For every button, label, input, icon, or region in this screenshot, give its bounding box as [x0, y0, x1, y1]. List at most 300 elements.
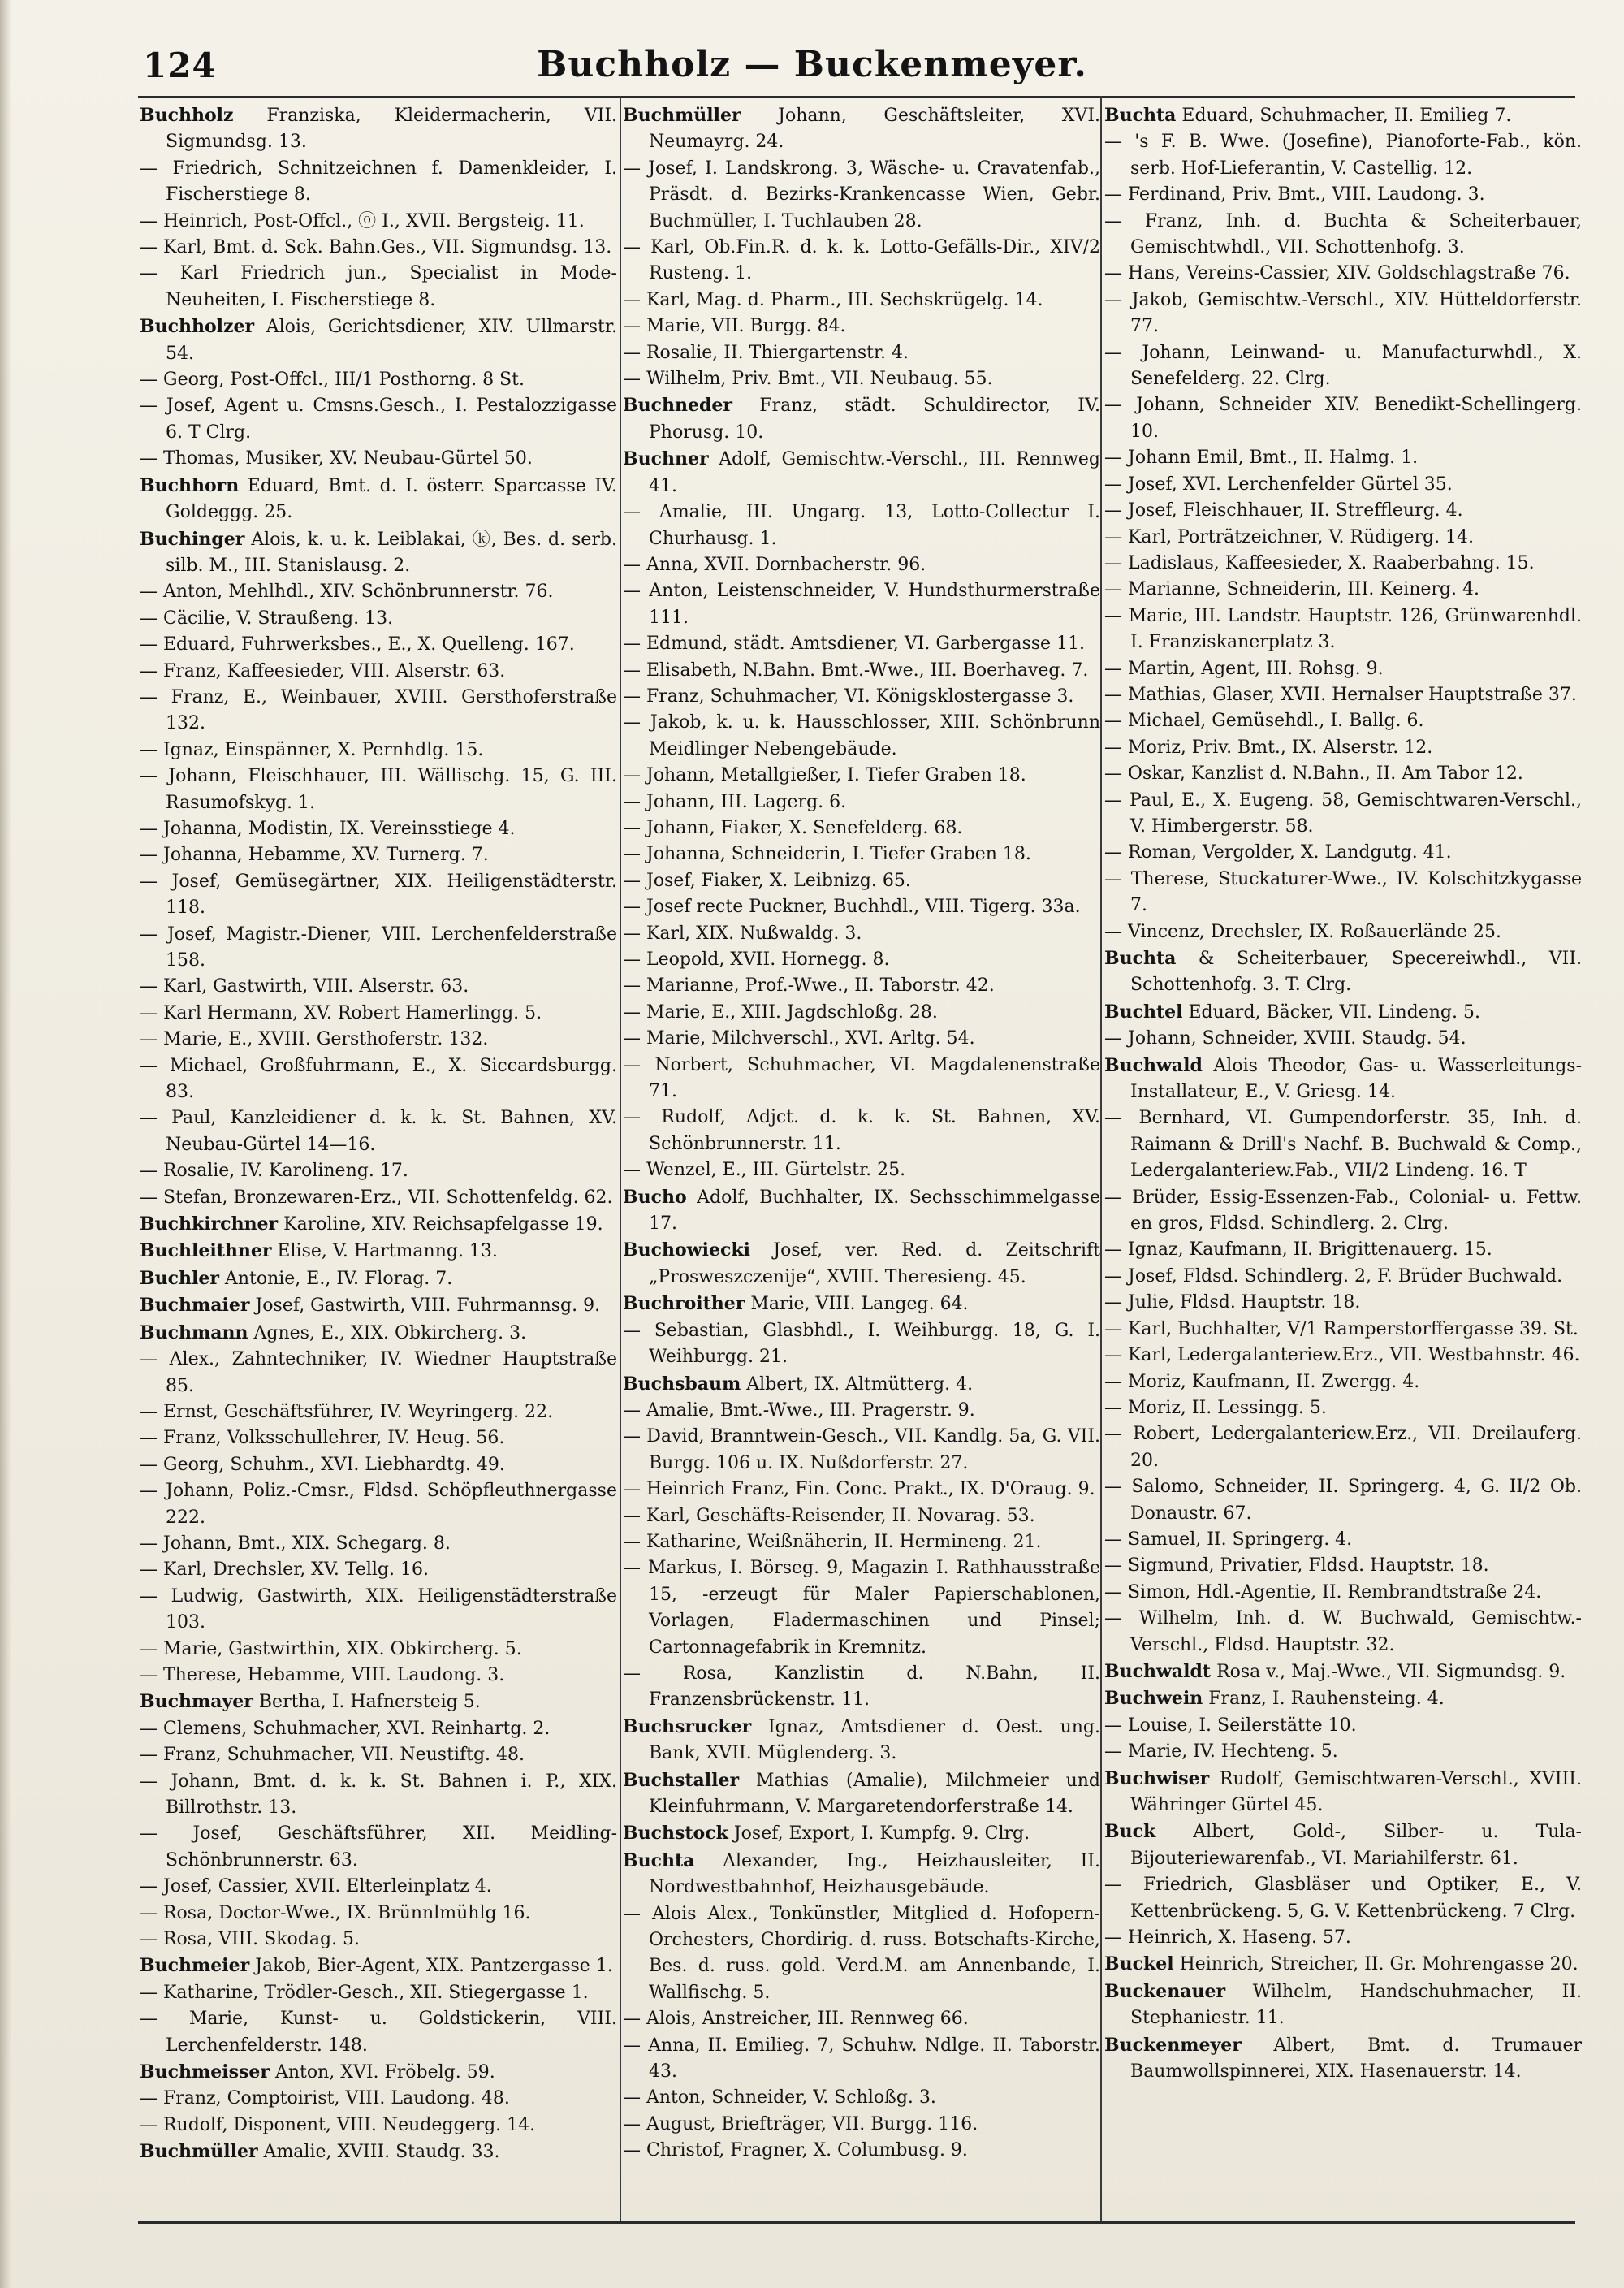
column-1 [140, 102, 617, 2214]
entry-details: — Karl, Drechsler, XV. Tellg. 16. [140, 1559, 429, 1581]
directory-entry [1104, 1026, 1582, 1052]
entry-details: — Wenzel, E., III. Gürtelstr. 25. [623, 1160, 906, 1181]
column-2 [623, 102, 1100, 2214]
entry-details: — Martin, Agent, III. Rohsg. 9. [1104, 658, 1384, 679]
directory-entry [623, 314, 1100, 340]
entry-details: — Josef, XVI. Lerchenfelder Gürtel 35. [1104, 474, 1453, 495]
directory-entry [1104, 288, 1582, 340]
entry-details: — Moriz, Priv. Bmt., IX. Alserstr. 12. [1104, 737, 1433, 758]
entry-surname: Buchmeisser [140, 2061, 270, 2083]
directory-entry [140, 685, 617, 737]
directory-entry [1104, 472, 1582, 498]
entry-details: — Paul, Kanzleidiener d. k. k. St. Bahnen, XV. Neubau-Gürtel 14—16. [140, 1108, 617, 1155]
entry-details: — Markus, I. Börseg. 9, Magazin I. Rathhausstraße 15, -erzeugt für Maler Papierschablonen, Vorlagen, Fladermaschinen und Pinsel; Cartonnagefabrik in Kremnitz. [623, 1558, 1100, 1658]
directory-entry [623, 2033, 1100, 2086]
directory-entry [623, 1714, 1100, 1767]
directory-entry [140, 1238, 617, 1265]
directory-entry [140, 974, 617, 1000]
entry-details: — Heinrich, X. Haseng. 57. [1104, 1927, 1351, 1948]
entry-details: Ignaz, Amtsdiener d. Oest. ung. Bank, XVII. Müglenderg. 3. [649, 1716, 1100, 1764]
directory-entry [1104, 840, 1582, 866]
entry-details: Heinrich, Streicher, II. Gr. Mohrengasse 20. [1173, 1954, 1579, 1975]
directory-entry [140, 659, 617, 685]
entry-surname: Buchwiser [1104, 1767, 1210, 1789]
directory-entry [1104, 129, 1582, 182]
directory-entry [140, 2139, 617, 2165]
entry-details: — Samuel, II. Springerg. 4. [1104, 1529, 1353, 1550]
directory-entry [140, 1027, 617, 1053]
entry-surname: Buchstaller [623, 1769, 740, 1791]
entry-details: Adolf, Buchhalter, IX. Sechsschimmelgasse 17. [649, 1187, 1100, 1235]
entry-details: — Johann, III. Lagerg. 6. [623, 791, 847, 812]
entry-details: — Rosa, Doctor-Wwe., IX. Brünnlmühlg 16. [140, 1902, 531, 1923]
directory-entry [140, 606, 617, 632]
entry-surname: Buchhorn [140, 474, 240, 496]
entry-details: — Marianne, Schneiderin, III. Keinerg. 4. [1104, 579, 1479, 600]
directory-entry [140, 235, 617, 261]
directory-entry [1104, 209, 1582, 262]
entry-details: — Ladislaus, Kaffeesieder, X. Raaberbahng. 15. [1104, 552, 1535, 573]
entry-surname: Buchmüller [623, 105, 741, 126]
directory-entry [623, 366, 1100, 392]
entry-surname: Buck [1104, 1821, 1156, 1843]
entry-details: Alexander, Ing., Heizhausleiter, II. Nordwestbahnhof, Heizhausgebäude. [649, 1850, 1100, 1898]
directory-entry [140, 1637, 617, 1663]
entry-details: — Alex., Zahntechniker, IV. Wiedner Hauptstraße 85. [140, 1349, 617, 1396]
directory-entry [140, 1663, 617, 1689]
directory-entry [1104, 1925, 1582, 1951]
entry-details: — Anna, II. Emilieg. 7, Schuhw. Ndlge. II. Taborstr. 43. [623, 2035, 1100, 2083]
entry-details: — Jakob, Gemischtw.-Verschl., XIV. Hütteldorferstr. 77. [1104, 289, 1582, 337]
directory-entry [623, 2006, 1100, 2032]
directory-entry [140, 1265, 617, 1292]
directory-entry [623, 1291, 1100, 1317]
entry-details: — Josef, Fleischhauer, II. Streffleurg. 4. [1104, 500, 1463, 521]
directory-entry [1104, 182, 1582, 208]
entry-details: — Leopold, XVII. Hornegg. 8. [623, 949, 890, 970]
entry-surname: Buckel [1104, 1953, 1174, 1975]
entry-details: — Johann, Metallgießer, I. Tiefer Graben 18. [623, 765, 1026, 786]
entry-details: — Alois, Anstreicher, III. Rennweg 66. [623, 2009, 969, 2030]
directory-entry [623, 578, 1100, 631]
entry-details: — Karl Hermann, XV. Robert Hamerlingg. 5. [140, 1002, 542, 1023]
entry-details: Rudolf, Gemischtwaren-Verschl., XVIII. Währinger Gürtel 45. [1130, 1768, 1582, 1815]
directory-entry [1104, 1606, 1582, 1659]
directory-entry [1104, 999, 1582, 1026]
entry-surname: Buchler [140, 1267, 219, 1289]
directory-entry [140, 1292, 617, 1319]
directory-entry [1104, 392, 1582, 445]
entry-details: Eduard, Bmt. d. I. österr. Sparcasse IV. Goldeggg. 25. [166, 475, 617, 523]
entry-details: — Rosa, VIII. Skodag. 5. [140, 1929, 361, 1950]
entry-details: — August, Briefträger, VII. Burgg. 116. [623, 2113, 978, 2134]
directory-entry [623, 1157, 1100, 1183]
directory-entry [623, 841, 1100, 867]
directory-entry [623, 1371, 1100, 1398]
directory-entry [140, 579, 617, 605]
entry-details: — Stefan, Bronzewaren-Erz., VII. Schottenfeldg. 62. [140, 1187, 613, 1208]
directory-entry [623, 973, 1100, 999]
directory-entry [140, 393, 617, 446]
directory-entry [140, 1927, 617, 1953]
entry-surname: Buchholz [140, 105, 234, 126]
entry-details: Albert, IX. Altmütterg. 4. [741, 1373, 974, 1395]
entry-details: Josef, Gastwirth, VIII. Fuhrmannsg. 9. [249, 1295, 601, 1317]
entry-details: — Friedrich, Glasbläser und Optiker, E., V. Kettenbrückeng. 5, G. V. Kettenbrückeng. 7 Clrg. [1104, 1875, 1582, 1922]
directory-entry [623, 102, 1100, 156]
entry-details: — Karl, Buchhalter, V/1 Ramperstorffergasse 39. St. [1104, 1318, 1579, 1339]
entry-details: Bertha, I. Hafnersteig 5. [253, 1692, 481, 1713]
directory-entry [140, 869, 617, 922]
entry-details: Rosa v., Maj.-Wwe., VII. Sigmundsg. 9. [1211, 1661, 1566, 1682]
entry-details: — Marie, III. Landstr. Hauptstr. 126, Grünwarenhdl. I. Franziskanerplatz 3. [1104, 605, 1582, 653]
footer-rule [138, 2221, 1575, 2224]
directory-entry [1104, 919, 1582, 945]
entry-details: — Eduard, Fuhrwerksbes., E., X. Quelleng. 167. [140, 634, 575, 655]
entry-details: — Michael, Gemüsehdl., I. Ballg. 6. [1104, 711, 1424, 732]
directory-entry [140, 446, 617, 472]
entry-surname: Buckenauer [1104, 1980, 1226, 2002]
directory-entry [1104, 1979, 1582, 2032]
entry-details: Johann, Geschäftsleiter, XVI. Neumayrg. 24. [649, 106, 1100, 153]
entry-details: — Marie, E., XVIII. Gersthoferstr. 132. [140, 1029, 489, 1050]
entry-details: — Jakob, k. u. k. Hausschlosser, XIII. Schönbrunn Meidlinger Nebengebäude. [623, 712, 1100, 759]
entry-details: — Johann, Poliz.-Cmsr., Fldsd. Schöpfleuthnergasse 222. [140, 1481, 617, 1528]
entry-details: — Karl, Ob.Fin.R. d. k. k. Lotto-Gefälls-Dir., XIV/2 Rusteng. 1. [623, 237, 1100, 284]
directory-entry [1104, 1474, 1582, 1527]
running-head: Buchholz — Buckenmeyer. [537, 44, 1087, 85]
directory-entry [1104, 1739, 1582, 1765]
directory-entry [1104, 1395, 1582, 1421]
directory-entry [623, 1820, 1100, 1847]
directory-entry [623, 710, 1100, 763]
directory-entry [140, 763, 617, 816]
directory-entry [140, 367, 617, 393]
entry-details: — Friedrich, Schnitzeichnen f. Damenkleider, I. Fischerstiege 8. [140, 158, 617, 205]
entry-details: — Moriz, Kaufmann, II. Zwergg. 4. [1104, 1371, 1420, 1392]
entry-surname: Buchta [1104, 948, 1177, 969]
entry-details: Antonie, E., IV. Florag. 7. [218, 1268, 453, 1289]
directory-entry [140, 1901, 617, 1927]
entry-details: — Rudolf, Disponent, VIII. Neudeggerg. 14. [140, 2114, 536, 2135]
directory-entry [623, 1555, 1100, 1661]
entry-details: Mathias (Amalie), Milchmeier und Kleinfuhrmann, V. Margaretendorferstraße 14. [649, 1770, 1100, 1817]
entry-details: — Hans, Vereins-Cassier, XIV. Goldschlagstraße 76. [1104, 263, 1570, 284]
directory-entry [623, 1767, 1100, 1821]
entry-details: — Anton, Leistenschneider, V. Hundsthurmerstraße 111. [623, 581, 1100, 628]
directory-entry [140, 1716, 617, 1742]
directory-entry [623, 2085, 1100, 2111]
entry-surname: Buchtel [1104, 1001, 1183, 1023]
entry-details: — Johanna, Schneiderin, I. Tiefer Graben 18. [623, 844, 1031, 865]
directory-entry [623, 894, 1100, 920]
directory-entry [1104, 867, 1582, 919]
directory-entry [140, 1347, 617, 1399]
entry-details: — Marie, VII. Burgg. 84. [623, 316, 846, 337]
directory-entry [623, 1424, 1100, 1477]
page-edge-shadow [0, 0, 11, 2288]
entry-details: — Karl Friedrich jun., Specialist in Mode-Neuheiten, I. Fischerstiege 8. [140, 263, 617, 310]
directory-entry [140, 632, 617, 658]
entry-details: — Therese, Stuckaturer-Wwe., IV. Kolschitzkygasse 7. [1104, 868, 1582, 916]
entry-details: — Johann, Leinwand- u. Manufacturwhdl., X. Senefelderg. 22. Clrg. [1104, 342, 1582, 390]
entry-details: — Ferdinand, Priv. Bmt., VIII. Laudong. 3. [1104, 184, 1485, 205]
directory-entry [140, 1320, 617, 1347]
directory-entry [623, 1318, 1100, 1371]
entry-details: — Marie, Milchverschl., XVI. Arltg. 54. [623, 1028, 975, 1049]
directory-entry [140, 1742, 617, 1768]
directory-entry [623, 1661, 1100, 1714]
entry-details: — Katharine, Weißnäherin, II. Hermineng. 21. [623, 1531, 1042, 1552]
directory-entry [1104, 1237, 1582, 1263]
directory-entry [1104, 1527, 1582, 1553]
directory-entry [1104, 1553, 1582, 1579]
directory-entry [140, 1953, 617, 1979]
entry-surname: Buchowiecki [623, 1239, 750, 1261]
entry-details: — Brüder, Essig-Essenzen-Fab., Colonial- u. Fettw. en gros, Fldsd. Schindlerg. 2. Clrg. [1104, 1187, 1582, 1235]
directory-entry [623, 658, 1100, 684]
directory-entry [623, 2138, 1100, 2164]
entry-details: — Josef, Fiaker, X. Leibnizg. 65. [623, 870, 911, 891]
directory-entry [623, 1901, 1100, 2007]
entry-details: Agnes, E., XIX. Obkircherg. 3. [248, 1322, 527, 1343]
directory-entry [1104, 1369, 1582, 1395]
directory-entry [1104, 788, 1582, 841]
directory-entry [1104, 682, 1582, 708]
directory-entry [1104, 261, 1582, 287]
directory-entry [140, 1001, 617, 1027]
entry-details: — Marie, Gastwirthin, XIX. Obkircherg. 5. [140, 1638, 522, 1659]
entry-details: — Amalie, Bmt.-Wwe., III. Pragerstr. 9. [623, 1399, 975, 1421]
directory-entry [140, 2086, 617, 2112]
entry-surname: Buchmüller [140, 2141, 258, 2163]
entry-details: Franz, I. Rauhensteing. 4. [1203, 1689, 1445, 1710]
directory-entry [140, 156, 617, 209]
directory-entry [140, 1874, 617, 1900]
directory-entry [623, 1105, 1100, 1157]
column-divider [1100, 96, 1102, 2224]
entry-details: — Clemens, Schuhmacher, XVI. Reinhartg. 2. [140, 1718, 551, 1739]
directory-entry [623, 392, 1100, 446]
directory-entry [1104, 945, 1582, 999]
directory-entry [623, 446, 1100, 500]
directory-entry [140, 1452, 617, 1478]
directory-entry [140, 816, 617, 842]
entry-details: — Rudolf, Adjct. d. k. k. St. Bahnen, XV. Schönbrunnerstr. 11. [623, 1107, 1100, 1154]
entry-details: — Sigmund, Privatier, Fldsd. Hauptstr. 18. [1104, 1555, 1489, 1577]
directory-entry [623, 763, 1100, 789]
entry-details: — Marie, E., XIII. Jagdschloßg. 28. [623, 1001, 938, 1023]
directory-entry [140, 1425, 617, 1451]
directory-entry [140, 1689, 617, 1715]
directory-entry [1104, 1053, 1582, 1106]
directory-entry [1104, 525, 1582, 551]
entry-details: — Karl, XIX. Nußwaldg. 3. [623, 923, 862, 944]
directory-entry [140, 1769, 617, 1822]
entry-details: — Josef, Fldsd. Schindlerg. 2, F. Brüder Buchwald. [1104, 1265, 1563, 1287]
entry-details: — 's F. B. Wwe. (Josefine), Pianoforte-Fab., kön. serb. Hof-Lieferantin, V. Castellig. 12. [1104, 132, 1582, 179]
entry-details: Alois, k. u. k. Leiblakai, ⓚ, Bes. d. serb. silb. M., III. Stanislausg. 2. [166, 529, 617, 576]
directory-entry [140, 526, 617, 580]
directory-entry [140, 2006, 617, 2059]
entry-surname: Buchner [623, 448, 709, 470]
entry-details: — Salomo, Schneider, II. Springerg. 4, G. II/2 Ob. Donaustr. 67. [1104, 1477, 1582, 1524]
entry-details: Franz, städt. Schuldirector, IV. Phorusg. 10. [649, 396, 1100, 443]
entry-details: — Anna, XVII. Dornbacherstr. 96. [623, 554, 926, 575]
entry-details: Albert, Gold-, Silber- u. Tula-Bijouteriewarenfab., VI. Mariahilferstr. 61. [1130, 1822, 1582, 1869]
entry-details: — Georg, Schuhm., XVI. Liebhardtg. 49. [140, 1454, 505, 1475]
entry-details: — Ignaz, Einspänner, X. Pernhdlg. 15. [140, 739, 484, 760]
entry-details: — Ludwig, Gastwirth, XIX. Heiligenstädterstraße 103. [140, 1585, 617, 1633]
entry-details: — Oskar, Kanzlist d. N.Bahn., II. Am Tabor 12. [1104, 763, 1523, 785]
directory-entry [140, 1478, 617, 1531]
directory-entry [140, 1399, 617, 1425]
entry-details: — Amalie, III. Ungarg. 13, Lotto-Collectur I. Churhausg. 1. [623, 502, 1100, 549]
directory-entry [1104, 1185, 1582, 1238]
directory-entry [1104, 1713, 1582, 1739]
directory-entry [1104, 656, 1582, 682]
directory-entry [1104, 340, 1582, 393]
entry-surname: Buchstock [623, 1823, 728, 1845]
entry-details: Josef, Export, I. Kumpfg. 9. Clrg. [728, 1823, 1030, 1845]
directory-entry [140, 1980, 617, 2006]
entry-details: — Heinrich Franz, Fin. Conc. Prakt., IX. D'Oraug. 9. [623, 1479, 1095, 1500]
entry-details: — Karl, Mag. d. Pharm., III. Sechskrügelg. 14. [623, 289, 1043, 310]
directory-entry [1104, 1580, 1582, 1606]
entry-details: — Georg, Post-Offcl., III/1 Posthorng. 8 St. [140, 370, 525, 391]
entry-details: — Franz, Comptoirist, VIII. Laudong. 48. [140, 2088, 510, 2109]
directory-entry [1104, 735, 1582, 761]
entry-surname: Buckenmeyer [1104, 2034, 1242, 2056]
directory-entry [140, 1557, 617, 1583]
entry-surname: Buchwaldt [1104, 1660, 1212, 1682]
entry-surname: Buchmaier [140, 1295, 250, 1317]
entry-details: — Karl, Geschäfts-Reisender, II. Novarag. 53. [623, 1505, 1035, 1526]
entry-surname: Buchta [1104, 105, 1177, 126]
directory-entry [140, 842, 617, 868]
entry-details: — Johann, Fleischhauer, III. Wällischg. 15, G. III. Rasumofskyg. 1. [140, 766, 617, 813]
entry-details: — Josef, Gemüsegärtner, XIX. Heiligenstädterstr. 118. [140, 871, 617, 919]
entry-details: — Heinrich, Post-Offcl., ⓞ I., XVII. Bergsteig. 11. [140, 210, 585, 231]
entry-details: — Ignaz, Kaufmann, II. Brigittenauerg. 15. [1104, 1239, 1492, 1261]
directory-entry [1104, 1951, 1582, 1978]
entry-details: — Ernst, Geschäftsführer, IV. Weyringerg. 22. [140, 1401, 554, 1422]
entry-details: Amalie, XVIII. Staudg. 33. [257, 2142, 500, 2163]
directory-entry [623, 1026, 1100, 1052]
entry-details: — Edmund, städt. Amtsdiener, VI. Garbergasse 11. [623, 634, 1086, 655]
entry-details: — Thomas, Musiker, XV. Neubau-Gürtel 50. [140, 448, 533, 469]
entry-details: — Johann, Bmt., XIX. Schegarg. 8. [140, 1533, 451, 1554]
entry-surname: Buchwein [1104, 1688, 1203, 1710]
directory-entry [140, 1211, 617, 1238]
entry-details: — Norbert, Schuhmacher, VI. Magdalenenstraße 71. [623, 1054, 1100, 1102]
directory-entry [1104, 1685, 1582, 1712]
directory-entry [623, 1000, 1100, 1026]
page-number: 124 [143, 45, 217, 85]
directory-entry [140, 314, 617, 367]
entry-details: — Robert, Ledergalanteriew.Erz., VII. Dreilauferg. 20. [1104, 1424, 1582, 1471]
entry-details: — Rosa, Kanzlistin d. N.Bahn, II. Franzensbrückenstr. 11. [623, 1663, 1100, 1711]
directory-entry [623, 1237, 1100, 1291]
directory-entry [140, 261, 617, 314]
entry-details: — Josef, Magistr.-Diener, VIII. Lerchenfelderstraße 158. [140, 923, 617, 971]
entry-details: — Elisabeth, N.Bahn. Bmt.-Wwe., III. Boerhaveg. 7. [623, 660, 1089, 681]
directory-entry [140, 737, 617, 763]
entry-surname: Buchmann [140, 1321, 248, 1343]
entry-details: Alois, Gerichtsdiener, XIV. Ullmarstr. 54. [166, 317, 617, 364]
entry-details: — Therese, Hebamme, VIII. Laudong. 3. [140, 1664, 505, 1685]
entry-details: — Josef recte Puckner, Buchhdl., VIII. Tigerg. 33a. [623, 897, 1081, 918]
entry-details: Anton, XVI. Fröbelg. 59. [269, 2062, 495, 2083]
entry-surname: Buchinger [140, 528, 245, 550]
directory-entry [623, 1184, 1100, 1238]
entry-details: — Moriz, II. Lessingg. 5. [1104, 1397, 1327, 1418]
directory-entry [623, 2112, 1100, 2138]
directory-entry [1104, 761, 1582, 787]
directory-entry [1104, 1343, 1582, 1369]
entry-surname: Buchsbaum [623, 1373, 741, 1395]
entry-details: — Franz, Volksschullehrer, IV. Heug. 56. [140, 1428, 505, 1449]
entry-details: — Karl, Porträtzeichner, V. Rüdigerg. 14. [1104, 526, 1475, 547]
directory-entry [1104, 551, 1582, 577]
entry-details: — Michael, Großfuhrmann, E., X. Siccardsburgg. 83. [140, 1055, 617, 1103]
directory-entry [623, 631, 1100, 657]
entry-surname: Bucho [623, 1186, 687, 1208]
directory-entry [1104, 708, 1582, 734]
entry-details: — Marie, IV. Hechteng. 5. [1104, 1741, 1338, 1762]
entry-surname: Buchmeier [140, 1955, 250, 1977]
directory-entry [623, 1503, 1100, 1529]
entry-details: — Josef, Geschäftsführer, XII. Meidling-Schönbrunnerstr. 63. [140, 1823, 617, 1871]
entry-details: — Franz, Kaffeesieder, VIII. Alserstr. 63. [140, 660, 506, 681]
entry-details: — Katharine, Trödler-Gesch., XII. Stiegergasse 1. [140, 1982, 589, 2003]
directory-entry [623, 1848, 1100, 1901]
entry-details: — Franz, Inh. d. Buchta & Scheiterbauer, Gemischtwhdl., VII. Schottenhofg. 3. [1104, 210, 1582, 258]
column-divider [620, 96, 621, 2224]
entry-details: — Johann, Schneider, XVIII. Staudg. 54. [1104, 1028, 1466, 1049]
entry-details: Albert, Bmt. d. Trumauer Baumwollspinnerei, XIX. Hasenauerstr. 14. [1130, 2035, 1582, 2083]
directory-entry [140, 1531, 617, 1557]
entry-details: Karoline, XIV. Reichsapfelgasse 19. [278, 1214, 603, 1235]
entry-details: Jakob, Bier-Agent, XIX. Pantzergasse 1. [249, 1956, 613, 1977]
directory-entry [623, 1053, 1100, 1105]
entry-surname: Buchsrucker [623, 1715, 752, 1737]
directory-entry [623, 947, 1100, 973]
entry-surname: Buchkirchner [140, 1213, 279, 1235]
entry-details: Adolf, Gemischtw.-Verschl., III. Rennweg 41. [649, 449, 1100, 496]
entry-details: — Julie, Fldsd. Hauptstr. 18. [1104, 1292, 1361, 1313]
entry-details: — Roman, Vergolder, X. Landgutg. 41. [1104, 842, 1452, 863]
directory-entry [623, 552, 1100, 578]
directory-entry [1104, 603, 1582, 656]
entry-details: — Cäcilie, V. Straußeng. 13. [140, 608, 394, 629]
entry-details: — Franz, E., Weinbauer, XVIII. Gersthoferstraße 132. [140, 686, 617, 734]
entry-details: — Louise, I. Seilerstätte 10. [1104, 1715, 1357, 1736]
directory-entry [140, 922, 617, 975]
entry-surname: Buchta [623, 1849, 695, 1871]
entry-surname: Buchholzer [140, 316, 255, 338]
entry-surname: Buchmayer [140, 1691, 253, 1713]
entry-details: — Karl, Ledergalanteriew.Erz., VII. Westbahnstr. 46. [1104, 1345, 1580, 1366]
entry-details: — Johann, Fiaker, X. Senefelderg. 68. [623, 817, 963, 838]
directory-entry [1104, 1264, 1582, 1290]
entry-details: — Johann, Bmt. d. k. k. St. Bahnen i. P., XIX. Billrothstr. 13. [140, 1771, 617, 1818]
column-3 [1104, 102, 1582, 2214]
entry-details: Franziska, Kleidermacherin, VII. Sigmundsg. 13. [166, 106, 617, 153]
directory-entry [1104, 1105, 1582, 1184]
entry-details: — Johanna, Modistin, IX. Vereinsstiege 4. [140, 818, 516, 839]
directory-entry [140, 1158, 617, 1184]
